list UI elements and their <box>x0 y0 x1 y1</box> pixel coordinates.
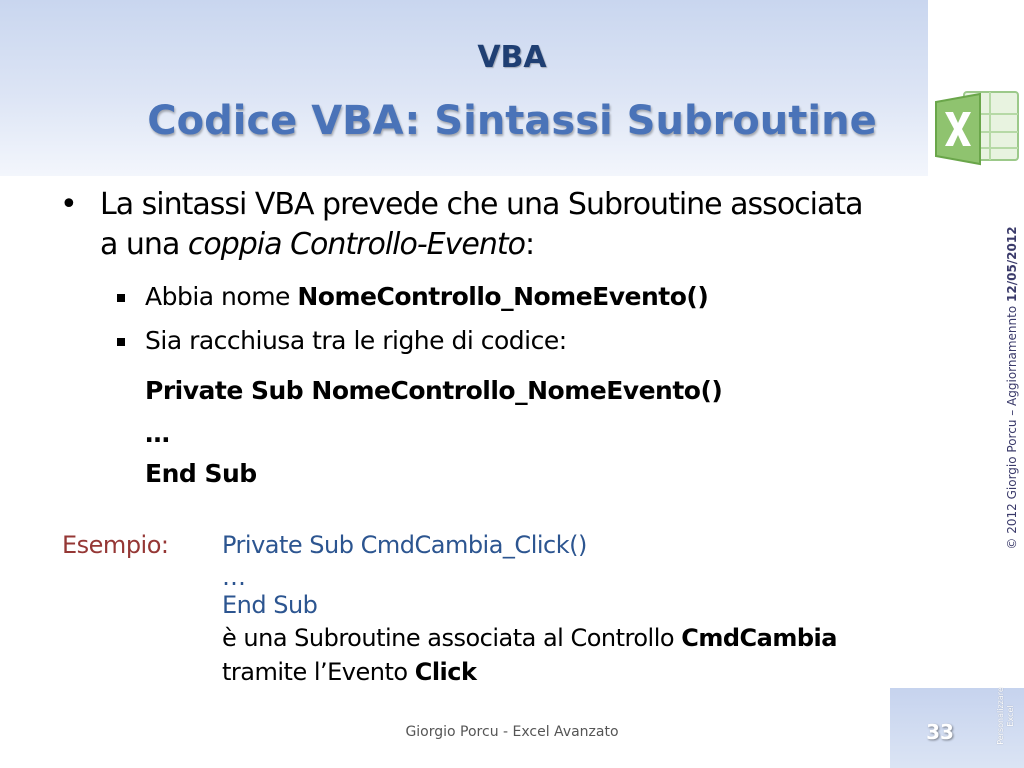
example-label: Esempio: <box>62 531 169 559</box>
sub-bullet-1-bold: NomeControllo_NomeEvento() <box>297 282 709 311</box>
section-label <box>996 687 1016 745</box>
main-bullet-line-2-suffix: : <box>524 227 535 262</box>
slide-title: Codice VBA: Sintassi Subroutine <box>147 98 877 144</box>
code-line-3: End Sub <box>145 459 257 488</box>
main-bullet-line-1: La sintassi VBA prevede che una Subroutine associata <box>100 187 863 222</box>
code-line-2: … <box>145 419 170 448</box>
copyright-date: 12/05/2012 <box>1005 226 1019 302</box>
code-line-1: Private Sub NomeControllo_NomeEvento() <box>145 376 723 405</box>
sub-bullet-1-prefix: Abbia nome <box>145 282 298 311</box>
copyright-prefix: © 2012 Giorgio Porcu – Aggiornamennto <box>1005 301 1019 550</box>
footer-author: Giorgio Porcu - Excel Avanzato <box>405 724 619 740</box>
main-bullet-line-2-italic: coppia Controllo-Evento <box>187 227 525 262</box>
example-desc-1-prefix: è una Subroutine associata al Controllo <box>222 624 682 652</box>
sub-bullet-marker <box>117 294 125 302</box>
section-label-line-2: Excel <box>1006 705 1015 727</box>
main-bullet-line-2-prefix: a una <box>100 227 188 262</box>
example-code-line-1: Private Sub CmdCambia_Click() <box>222 531 587 559</box>
example-desc-2-prefix: tramite l’Evento <box>222 658 415 686</box>
copyright-note <box>1005 226 1019 549</box>
sub-bullet-1 <box>145 281 708 313</box>
main-bullet-text <box>100 185 980 265</box>
slide-subject: VBA <box>477 40 547 75</box>
example-desc-line-2 <box>222 657 476 687</box>
example-desc-1-bold: CmdCambia <box>681 624 837 652</box>
excel-logo-icon <box>928 78 1024 176</box>
bullet-dot: • <box>60 187 77 222</box>
title-banner <box>0 0 928 176</box>
example-code-line-3: End Sub <box>222 591 318 619</box>
example-code-line-2: … <box>222 563 246 591</box>
example-desc-2-bold: Click <box>414 658 477 686</box>
main-bullet-line-2 <box>100 225 980 265</box>
example-desc-line-1 <box>222 623 837 653</box>
sub-bullet-2 <box>145 325 567 357</box>
sub-bullet-2-prefix: Sia racchiusa tra le righe di codice: <box>145 326 567 355</box>
section-label-line-1: Personalizzare <box>996 687 1005 745</box>
page-number: 33 <box>926 720 954 744</box>
sub-bullet-marker <box>117 338 125 346</box>
